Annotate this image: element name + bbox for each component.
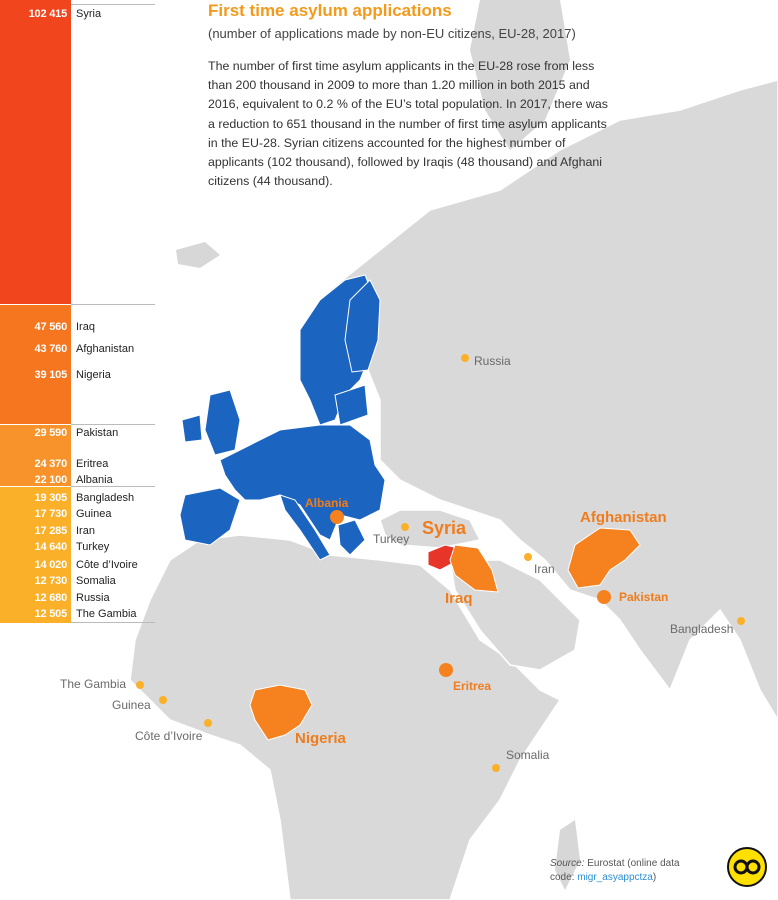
ranking-row bbox=[0, 490, 155, 506]
ranking-country: Côte d’Ivoire bbox=[76, 559, 138, 571]
label-somalia: Somalia bbox=[506, 748, 550, 762]
ranking-country: Russia bbox=[76, 592, 110, 604]
ranking-value: 102 415 bbox=[28, 8, 67, 20]
ranking-panel bbox=[0, 0, 155, 623]
ranking-country: Somalia bbox=[76, 575, 116, 587]
ranking-row bbox=[0, 573, 155, 589]
ranking-row bbox=[0, 590, 155, 606]
ranking-value: 14 020 bbox=[34, 559, 67, 571]
ranking-row bbox=[0, 341, 155, 357]
ranking-value: 29 590 bbox=[34, 427, 67, 439]
ranking-row bbox=[0, 456, 155, 472]
separator bbox=[71, 4, 155, 5]
ranking-row bbox=[0, 425, 155, 441]
ranking-country: Iran bbox=[76, 525, 95, 537]
ranking-country: Iraq bbox=[76, 321, 95, 333]
page-title: First time asylum applications bbox=[208, 1, 452, 20]
russia-marker bbox=[461, 354, 469, 362]
label-iraq: Iraq bbox=[445, 590, 473, 607]
ranking-country: Pakistan bbox=[76, 427, 119, 439]
separator bbox=[71, 622, 155, 623]
ranking-value: 12 680 bbox=[34, 592, 67, 604]
ranking-value: 17 730 bbox=[34, 508, 67, 520]
source-label: Source: bbox=[550, 858, 585, 869]
ranking-row bbox=[0, 472, 155, 488]
ranking-country: Turkey bbox=[76, 541, 110, 553]
ivoire-marker bbox=[204, 719, 212, 727]
ranking-value: 22 100 bbox=[34, 474, 67, 486]
label-pakistan: Pakistan bbox=[619, 590, 669, 604]
ranking-value: 12 505 bbox=[34, 608, 67, 620]
ranking-country: Syria bbox=[76, 8, 102, 20]
ranking-row bbox=[0, 6, 155, 22]
ranking-value: 19 305 bbox=[34, 492, 67, 504]
label-gambia: The Gambia bbox=[60, 677, 127, 691]
logo-glyph-icon bbox=[729, 849, 765, 885]
label-guinea: Guinea bbox=[112, 698, 151, 712]
ranking-country: Guinea bbox=[76, 508, 112, 520]
albania-marker bbox=[330, 510, 344, 524]
ranking-country: Bangladesh bbox=[76, 492, 135, 504]
ranking-row bbox=[0, 557, 155, 573]
source-text: Eurostat (online data code: bbox=[550, 858, 680, 883]
ranking-value: 39 105 bbox=[34, 369, 67, 381]
ranking-row bbox=[0, 367, 155, 383]
label-russia: Russia bbox=[474, 354, 511, 368]
page-subtitle: (number of applications made by non-EU citizens, EU-28, 2017) bbox=[208, 26, 576, 41]
description-text: The number of first time asylum applicants in the EU-28 rose from less than 200 thousand in 2009 to more than 1.20 million in both 2015 and 2016, equivalent to 0.2 % of the EU’s total population. In 2017, there was a reduction to 651 thousand in the number of first time asylum applicants in the EU-28. Syrian citizens accounted for the highest number of applicants (102 thousand), followed by Iraqis (48 thousand) and Afghani citizens (44 thousand). bbox=[208, 59, 608, 189]
ranking-row bbox=[0, 606, 155, 622]
ranking-value: 24 370 bbox=[34, 458, 67, 470]
label-bangladesh: Bangladesh bbox=[670, 622, 734, 636]
ranking-country: Eritrea bbox=[76, 458, 109, 470]
label-afghanistan: Afghanistan bbox=[580, 509, 667, 526]
ranking-country: Nigeria bbox=[76, 369, 111, 381]
ranking-country: Albania bbox=[76, 474, 113, 486]
ranking-value: 43 760 bbox=[34, 343, 67, 355]
bar-band-1 bbox=[0, 0, 71, 304]
ranking-value: 47 560 bbox=[34, 321, 67, 333]
brand-logo-icon bbox=[727, 847, 767, 887]
separator bbox=[71, 304, 155, 305]
iran-marker bbox=[524, 553, 532, 561]
eu-ireland bbox=[182, 415, 202, 442]
turkey-marker bbox=[401, 523, 409, 531]
bangladesh-marker bbox=[737, 617, 745, 625]
label-ivoire: Côte d’Ivoire bbox=[135, 729, 203, 743]
ranking-value: 14 640 bbox=[34, 541, 67, 553]
source-close: ) bbox=[652, 872, 657, 883]
ranking-country: The Gambia bbox=[76, 608, 137, 620]
ranking-country: Afghanistan bbox=[76, 343, 135, 355]
ranking-row bbox=[0, 523, 155, 539]
eritrea-marker bbox=[439, 663, 453, 677]
gambia-marker bbox=[136, 681, 144, 689]
ranking-value: 17 285 bbox=[34, 525, 67, 537]
label-turkey: Turkey bbox=[373, 532, 410, 546]
label-syria: Syria bbox=[422, 518, 467, 538]
pakistan-marker bbox=[597, 590, 611, 604]
ranking-row bbox=[0, 319, 155, 335]
label-albania: Albania bbox=[305, 496, 349, 510]
source-note bbox=[550, 857, 700, 885]
source-link[interactable]: migr_asyappctza bbox=[577, 872, 653, 883]
label-nigeria: Nigeria bbox=[295, 730, 346, 747]
ranking-row bbox=[0, 506, 155, 522]
somalia-marker bbox=[492, 764, 500, 772]
label-iran: Iran bbox=[534, 562, 555, 576]
ranking-value: 12 730 bbox=[34, 575, 67, 587]
label-eritrea: Eritrea bbox=[453, 679, 492, 693]
ranking-row bbox=[0, 539, 155, 555]
guinea-marker bbox=[159, 696, 167, 704]
